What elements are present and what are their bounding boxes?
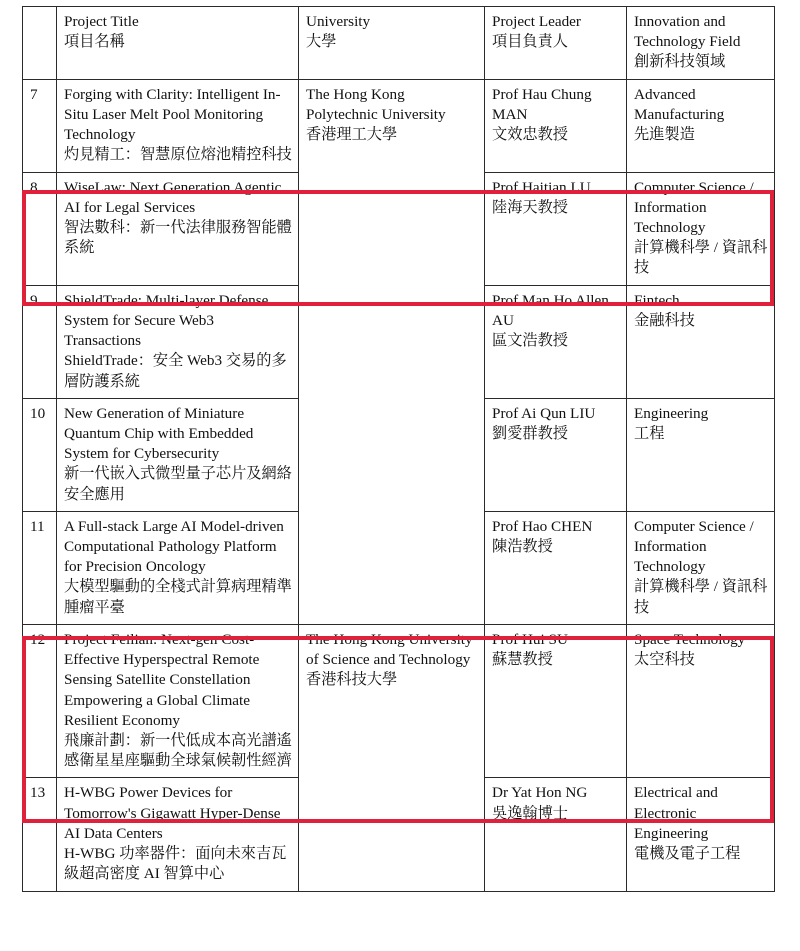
column-header-project-title-en: Project Title [64,13,139,30]
projects-table [22,6,775,892]
row-number: 8 [23,172,57,285]
project-leader-cell [485,778,627,891]
project-leader-zh: 吳逸翰博士 [492,804,568,822]
project-title-en: WiseLaw: Next Generation Agentic AI for Legal Services [64,178,282,216]
field-cell [627,285,775,398]
university-name-zh: 香港科技大學 [306,671,398,689]
row-number: 9 [23,285,57,398]
project-title-cell [57,624,299,778]
field-zh: 計算機科學 / 資訊科技 [634,578,768,616]
university-cell [299,624,485,891]
column-header-field-en: Innovation and Technology Field [634,13,741,51]
project-title-zh: 飛廉計劃：新一代低成本高光譜遙感衛星星座驅動全球氣候韌性經濟 [64,732,292,770]
column-header-project-leader-en: Project Leader [492,13,581,30]
project-title-zh: ShieldTrade：安全 Web3 交易的多層防護系統 [64,352,287,390]
field-en: Engineering [634,404,709,422]
column-header-project-leader [485,7,627,80]
project-leader-en: Prof Hui SU [492,630,568,648]
column-header-field-zh: 創新科技領域 [634,53,726,71]
field-cell [627,511,775,624]
field-cell [627,778,775,891]
project-leader-cell [485,285,627,398]
project-leader-en: Prof Ai Qun LIU [492,404,596,422]
project-title-cell [57,172,299,285]
project-leader-en: Prof Haitian LU [492,178,591,196]
project-title-en: Forging with Clarity: Intelligent In-Situ Laser Melt Pool Monitoring Technology [64,85,281,144]
field-en: Advanced Manufacturing [634,85,725,123]
project-leader-zh: 陸海天教授 [492,198,568,216]
project-leader-cell [485,511,627,624]
university-name-zh: 香港理工大學 [306,126,398,144]
field-zh: 工程 [634,424,665,442]
project-leader-en: Dr Yat Hon NG [492,784,588,802]
project-title-en: Project Feilian: Next-gen Cost-Effective Hyperspectral Remote Sensing Satellite Constellation Empowering a Global Climate Resilient Economy [64,630,260,729]
university-cell [299,79,485,624]
column-header-university-zh: 大學 [306,33,337,51]
row-number: 12 [23,624,57,778]
field-cell [627,172,775,285]
project-title-zh: 新一代嵌入式微型量子芯片及網絡安全應用 [64,465,292,503]
project-title-cell [57,778,299,891]
project-leader-zh: 劉愛群教授 [492,424,568,442]
field-en: Computer Science / Information Technology [634,178,754,236]
field-en: Fintech [634,291,680,309]
field-zh: 計算機科學 / 資訊科技 [634,239,768,277]
project-title-cell [57,285,299,398]
field-cell [627,398,775,511]
column-header-university [299,7,485,80]
project-title-en: A Full-stack Large AI Model-driven Computational Pathology Platform for Precision Oncology [64,517,284,576]
project-title-zh: H-WBG 功率器件：面向未來吉瓦級超高密度 AI 智算中心 [64,845,287,883]
project-title-zh: 智法數科：新一代法律服務智能體系統 [64,218,292,257]
project-title-cell [57,398,299,511]
column-header-university-en: University [306,13,371,30]
project-leader-en: Prof Man Ho Allen AU [492,291,609,329]
project-leader-cell [485,79,627,172]
project-title-en: New Generation of Miniature Quantum Chip with Embedded System for Cybersecurity [64,404,254,463]
row-number: 13 [23,778,57,891]
table-header-row [23,7,775,80]
project-title-en: H-WBG Power Devices for Tomorrow's Gigawatt Hyper-Dense AI Data Centers [64,784,281,842]
table-header [23,7,775,80]
field-zh: 電機及電子工程 [634,845,741,863]
field-en: Electrical and Electronic Engineering [634,784,718,842]
column-header-project-title [57,7,299,80]
project-leader-zh: 文效忠教授 [492,126,568,144]
project-title-en: ShieldTrade: Multi-layer Defense System for Secure Web3 Transactions [64,291,269,350]
row-number: 10 [23,398,57,511]
field-cell [627,624,775,778]
field-zh: 金融科技 [634,311,695,329]
project-leader-en: Prof Hau Chung MAN [492,85,592,123]
field-en: Space Technology [634,630,746,648]
project-leader-zh: 蘇慧教授 [492,651,553,669]
column-header-field [627,7,775,80]
column-header-project-leader-zh: 項目負責人 [492,33,568,51]
project-leader-en: Prof Hao CHEN [492,517,593,535]
table-body [23,79,775,891]
university-name-en: The Hong Kong University of Science and Technology [306,630,473,669]
table-row [23,79,775,172]
field-zh: 太空科技 [634,651,695,669]
project-leader-cell [485,398,627,511]
project-title-zh: 大模型驅動的全棧式計算病理精準腫瘤平臺 [64,578,292,616]
university-name-en: The Hong Kong Polytechnic University [306,85,446,123]
project-leader-zh: 區文浩教授 [492,332,568,350]
row-number: 7 [23,79,57,172]
row-number: 11 [23,511,57,624]
project-title-zh: 灼見精工：智慧原位熔池精控科技 [64,146,292,164]
column-header-no [23,7,57,80]
project-leader-cell [485,624,627,778]
project-leader-cell [485,172,627,285]
field-zh: 先進製造 [634,126,695,144]
field-cell [627,79,775,172]
project-leader-zh: 陳浩教授 [492,538,553,556]
project-title-cell [57,511,299,624]
project-title-cell [57,79,299,172]
column-header-project-title-zh: 項目名稱 [64,33,125,51]
field-en: Computer Science / Information Technology [634,517,754,576]
table-row [23,624,775,778]
